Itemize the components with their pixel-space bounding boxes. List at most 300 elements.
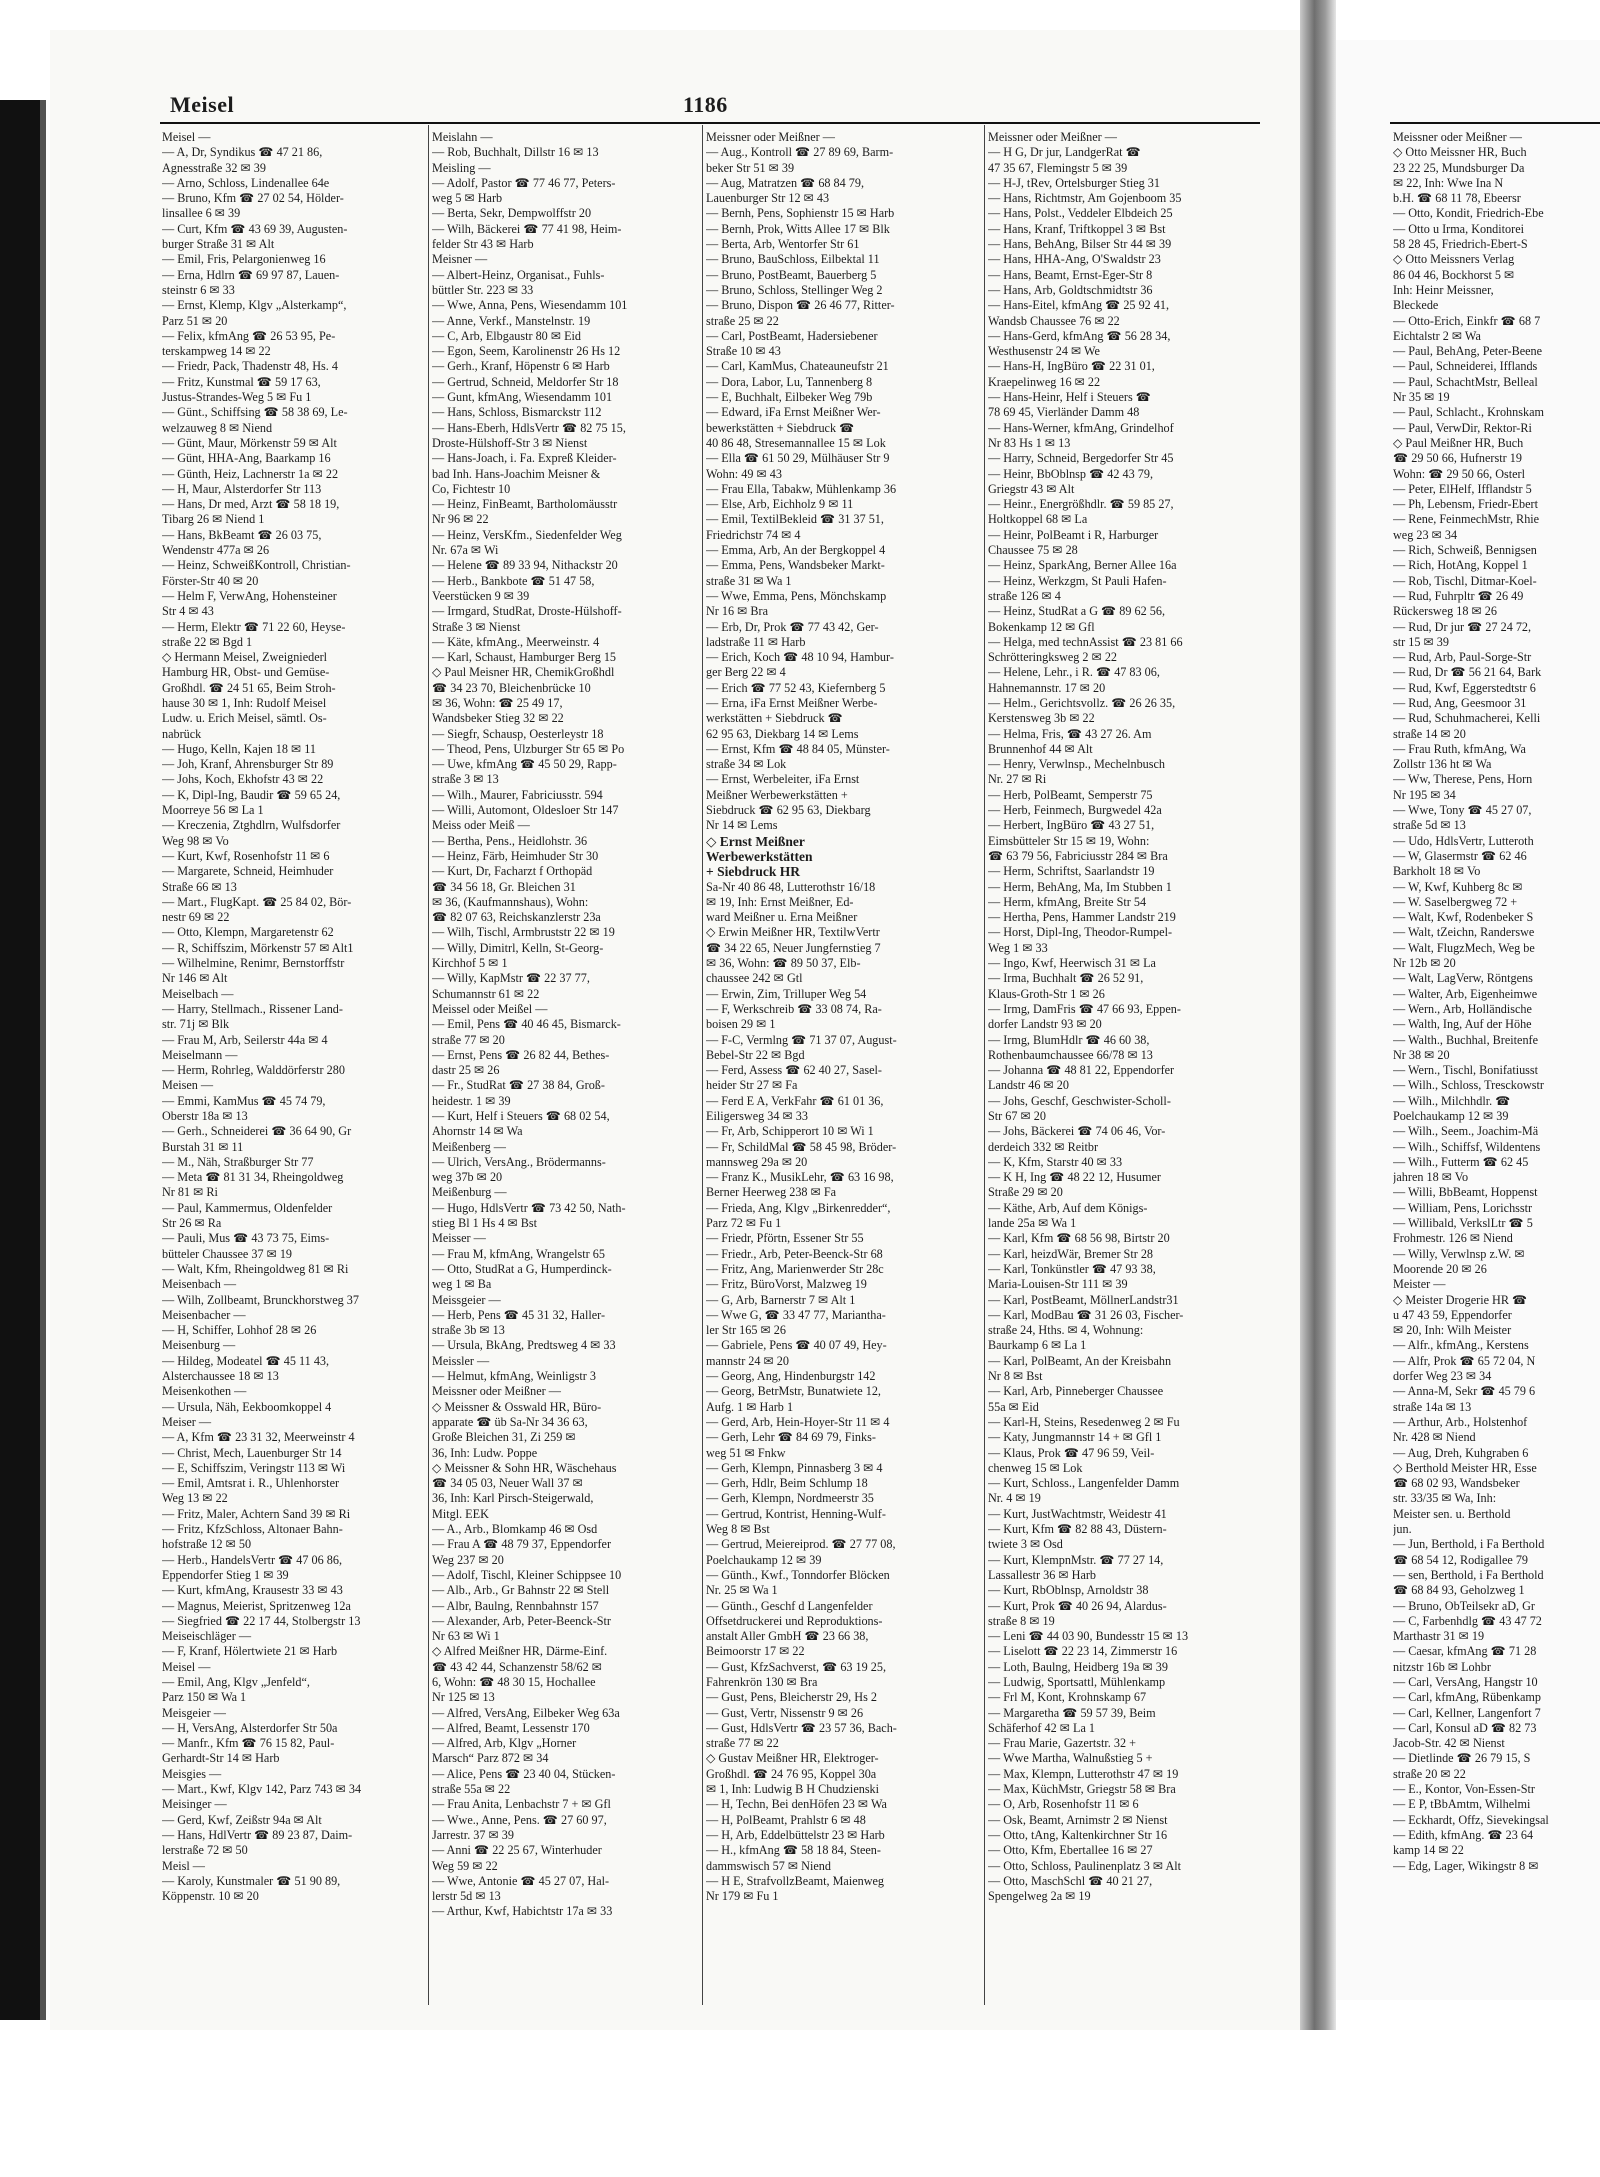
directory-entry-line: — Klaus, Prok ☎ 47 96 59, Veil- xyxy=(988,1445,1155,1460)
directory-entry-line: Nr 35 ✉ 19 xyxy=(1393,390,1450,405)
directory-entry-line: Meisenburg — xyxy=(162,1338,236,1353)
directory-entry-line: — Wilh, Zollbeamt, Brunckhorstweg 37 xyxy=(162,1292,359,1307)
directory-entry-line: — H, Arb, Eddelbüttelstr 23 ✉ Harb xyxy=(706,1827,885,1842)
directory-entry-line: — A, Kfm ☎ 23 31 32, Meerweinstr 4 xyxy=(162,1430,355,1445)
directory-entry-line: ◇ Meister Drogerie HR ☎ xyxy=(1393,1292,1528,1307)
directory-entry-line: Str 26 ✉ Ra xyxy=(162,1216,222,1231)
directory-entry-line: Parz 72 ✉ Fu 1 xyxy=(706,1216,782,1231)
directory-entry-line: — Paul, Kammermus, Oldenfelder xyxy=(162,1200,333,1215)
directory-entry-line: weg 5 ✉ Harb xyxy=(432,191,503,206)
directory-entry-line: — Erna, iFa Ernst Meißner Werbe- xyxy=(706,695,878,710)
running-head: Meisel xyxy=(170,92,235,117)
directory-entry-line: straße 3 ✉ 13 xyxy=(432,772,499,787)
directory-entry-line: nitzstr 16b ✉ Lohbr xyxy=(1393,1659,1491,1674)
directory-entry-line: — Emil, Amtsrat i. R., Uhlenhorster xyxy=(162,1476,340,1491)
directory-entry-line: — Siegfried ☎ 22 17 44, Stolbergstr 13 xyxy=(162,1613,361,1628)
directory-entry-line: 55a ✉ Eid xyxy=(988,1399,1039,1414)
directory-entry-line: Hahnemannstr. 17 ✉ 20 xyxy=(988,680,1106,695)
directory-entry-line: — Gust, KfzSachverst, ☎ 63 19 25, xyxy=(706,1659,887,1674)
directory-entry-line: ◇ Paul Meisner HR, ChemikGroßhdl xyxy=(432,665,615,680)
directory-entry-line: 6, Wohn: ☎ 48 30 15, Hochallee xyxy=(432,1674,596,1689)
directory-entry-line: chaussee 242 ✉ Gtl xyxy=(706,971,803,986)
directory-entry-line: — Helene ☎ 89 33 94, Nithackstr 20 xyxy=(432,558,618,573)
directory-entry-line: Nr. 428 ✉ Niend xyxy=(1393,1430,1476,1445)
directory-entry-line: — Berta, Arb, Wentorfer Str 61 xyxy=(706,237,860,252)
directory-entry-line: Ahornstr 14 ✉ Wa xyxy=(432,1124,523,1139)
directory-entry-line: Meissner oder Meißner — xyxy=(988,130,1117,144)
directory-entry-line: Meisner — xyxy=(432,252,488,267)
directory-entry-line: — Frieda, Ang, Klgv „Birkenredder“, xyxy=(706,1200,891,1215)
directory-entry-line: — Wilh., Milchhdlr. ☎ xyxy=(1393,1093,1511,1108)
page-number: 1186 xyxy=(683,92,728,117)
directory-entry-line: — Jun, Berthold, i Fa Berthold xyxy=(1393,1537,1545,1552)
directory-entry-line: hofstraße 12 ✉ 50 xyxy=(162,1537,252,1552)
directory-entry-line: — Friedr, Pförtn, Essener Str 55 xyxy=(706,1231,864,1246)
directory-entry-line: Burstah 31 ✉ 11 xyxy=(162,1139,244,1154)
directory-entry-line: boisen 29 ✉ 1 xyxy=(706,1017,776,1032)
directory-entry-line: — Wern., Arb, Holländische xyxy=(1393,1001,1532,1016)
directory-entry-line: Alsterchaussee 18 ✉ 13 xyxy=(162,1369,279,1384)
directory-entry-line: — Hans, Richtmstr, Am Gojenboom 35 xyxy=(988,191,1182,206)
directory-entry-line: Meisling — xyxy=(432,160,491,175)
directory-entry-line: Kirchhof 5 ✉ 1 xyxy=(432,956,508,971)
directory-entry-line: ☎ 34 22 65, Neuer Jungfernstieg 7 xyxy=(706,940,881,955)
directory-entry-line: — C, Arb, Elbgaustr 80 ✉ Eid xyxy=(432,328,582,343)
directory-entry-line: — Wwe, Antonie ☎ 45 27 07, Hal- xyxy=(432,1873,610,1888)
directory-entry-line: — Ph, Lebensm, Friedr-Ebert xyxy=(1393,497,1538,512)
directory-entry-line: bewerkstätten + Siebdruck ☎ xyxy=(706,420,855,435)
directory-entry-line: — Fritz, Kunstmal ☎ 59 17 63, xyxy=(162,374,321,389)
directory-entry-line: 23 22 25, Mundsburger Da xyxy=(1393,160,1525,175)
directory-entry-line: dorfer Landstr 93 ✉ 20 xyxy=(988,1017,1102,1032)
directory-entry-line: Wohn: ☎ 29 50 66, Osterl xyxy=(1393,466,1526,481)
directory-entry-line: — Wilh., Schloss, Tresckowstr xyxy=(1393,1078,1544,1093)
directory-entry-line: — Kurt, Kfm ☎ 82 88 43, Düstern- xyxy=(988,1522,1167,1537)
directory-entry-line: Meiselmann — xyxy=(162,1047,238,1062)
directory-entry-line: heidestr. 1 ✉ 39 xyxy=(432,1093,511,1108)
directory-entry-line: — K, Kfm, Starstr 40 ✉ 33 xyxy=(988,1154,1123,1169)
directory-entry-line: Nr 179 ✉ Fu 1 xyxy=(706,1889,779,1904)
directory-entry-line: Nr 8 ✉ Bst xyxy=(988,1369,1043,1384)
directory-entry-line: — G, Arb, Barnerstr 7 ✉ Alt 1 xyxy=(706,1292,856,1307)
directory-entry-line: Straße 66 ✉ 13 xyxy=(162,879,237,894)
directory-entry-line: Meissner oder Meißner — xyxy=(706,130,835,144)
directory-entry-line: 36, Inh: Ludw. Poppe xyxy=(432,1445,538,1460)
directory-entry-line: straße 24, Hths. ✉ 4, Wohnung: xyxy=(988,1323,1144,1338)
directory-entry-line: str. 71j ✉ Blk xyxy=(162,1017,230,1032)
directory-entry-line: — Wilh., Schiffsf, Wildentens xyxy=(1393,1139,1541,1154)
directory-entry-line: Wohn: 49 ✉ 43 xyxy=(706,466,782,481)
directory-entry-line: — Bernh, Pens, Sophienstr 15 ✉ Harb xyxy=(706,206,895,221)
directory-entry-line: — K, Dipl-Ing, Baudir ☎ 59 65 24, xyxy=(162,787,341,802)
directory-entry-line: — Karl-H, Steins, Resedenweg 2 ✉ Fu xyxy=(988,1414,1180,1429)
directory-entry-line: — Herb., HandelsVertr ☎ 47 06 86, xyxy=(162,1552,343,1567)
directory-entry-line: b.H. ☎ 68 11 78, Ebeersr xyxy=(1393,191,1521,206)
directory-entry-line: — Rud, Fuhrpltr ☎ 26 49 xyxy=(1393,588,1524,603)
directory-entry-line: — Willi, BbBeamt, Hoppenst xyxy=(1393,1185,1538,1200)
directory-entry-line: — Harry, Schneid, Bergedorfer Str 45 xyxy=(988,451,1174,466)
directory-entry-line: Rückersweg 18 ✉ 26 xyxy=(1393,604,1497,619)
directory-entry-line: felder Str 43 ✉ Harb xyxy=(432,237,534,252)
directory-entry-line: Nr 195 ✉ 34 xyxy=(1393,787,1456,802)
directory-entry-line: — Udo, HdlsVertr, Lutteroth xyxy=(1393,833,1534,848)
directory-entry-line: — Hans-Eitel, kfmAng ☎ 25 92 41, xyxy=(988,298,1170,313)
directory-entry-line: Meissner oder Meißner — xyxy=(432,1384,561,1399)
directory-entry-line: ◇ Ernst Meißner xyxy=(706,833,805,849)
directory-entry-line: — Kurt, Kwf, Rosenhofstr 11 ✉ 6 xyxy=(162,848,330,863)
directory-entry-line: ✉ 19, Inh: Ernst Meißner, Ed- xyxy=(706,894,854,909)
directory-column-2 xyxy=(432,130,702,2010)
directory-entry-line: — Heinz, Werkzgm, St Pauli Hafen- xyxy=(988,573,1167,588)
directory-entry-line: — Irmgard, StudRat, Droste-Hülshoff- xyxy=(432,604,622,619)
directory-entry-line: Kraepelinweg 16 ✉ 22 xyxy=(988,374,1101,389)
directory-entry-line: — Günt, Maur, Mörkenstr 59 ✉ Alt xyxy=(162,435,337,450)
directory-entry-line: Westhusenstr 24 ✉ We xyxy=(988,344,1100,359)
directory-entry-line: — Karoly, Kunstmaler ☎ 51 90 89, xyxy=(162,1873,341,1888)
directory-entry-line: Mitgl. EEK xyxy=(432,1506,489,1521)
directory-entry-line: — Friedr, Pack, Thadenstr 48, Hs. 4 xyxy=(162,359,338,374)
directory-entry-line: Meiss oder Meiß — xyxy=(432,818,530,833)
directory-entry-line: dorfer Weg 23 ✉ 34 xyxy=(1393,1369,1492,1384)
directory-entry-line: — Albr, Baulng, Rennbahnstr 157 xyxy=(432,1598,599,1613)
directory-entry-line: — Katy, Jungmannstr 14 + ✉ Gfl 1 xyxy=(988,1430,1162,1445)
directory-entry-line: — Ursula, Näh, Eekboomkoppel 4 xyxy=(162,1399,332,1414)
directory-column-1 xyxy=(162,130,432,2010)
directory-entry-line: — Rich, Schweiß, Bennigsen xyxy=(1393,543,1537,558)
directory-entry-line: — Bruno, ObTeilsekr aD, Gr xyxy=(1393,1598,1535,1613)
directory-entry-line: Barkholt 18 ✉ Vo xyxy=(1393,864,1481,879)
directory-entry-line: — Paul, VerwDir, Rektor-Ri xyxy=(1393,420,1532,435)
directory-entry-line: — Erich ☎ 77 52 43, Kiefernberg 5 xyxy=(706,680,886,695)
directory-entry-line: — Paul, BehAng, Peter-Beene xyxy=(1393,344,1543,359)
directory-entry-line: — Siegfr, Schausp, Oesterleystr 18 xyxy=(432,726,604,741)
directory-entry-line: — Hans, BehAng, Bilser Str 44 ✉ 39 xyxy=(988,237,1172,252)
directory-entry-line: — Max, KüchMstr, Griegstr 58 ✉ Bra xyxy=(988,1782,1176,1797)
directory-entry-line: — H-J, tRev, Ortelsburger Stieg 31 xyxy=(988,175,1160,190)
directory-entry-line: — Willy, Dimitrl, Kelln, St-Georg- xyxy=(432,940,604,955)
directory-entry-line: — Emil, TextilBekleid ☎ 31 37 51, xyxy=(706,512,884,527)
directory-entry-line: — Carl, Kellner, Langenfort 7 xyxy=(1393,1705,1541,1720)
directory-entry-line: stieg Bl 1 Hs 4 ✉ Bst xyxy=(432,1216,538,1231)
directory-entry-line: Meisenkothen — xyxy=(162,1384,247,1399)
directory-entry-line: straße 20 ✉ 22 xyxy=(1393,1766,1466,1781)
directory-entry-line: ☎ 43 42 44, Schanzenstr 58/62 ✉ xyxy=(432,1659,602,1674)
directory-entry-line: Nr 96 ✉ 22 xyxy=(432,512,489,527)
directory-entry-line: ✉ 22, Inh: Wwe Ina N xyxy=(1393,175,1504,190)
directory-entry-line: — F-C, Vermlng ☎ 71 37 07, August- xyxy=(706,1032,897,1047)
directory-entry-line: — Erb, Dr, Prok ☎ 77 43 42, Ger- xyxy=(706,619,879,634)
directory-entry-line: straße 31 ✉ Wa 1 xyxy=(706,573,792,588)
directory-entry-line: — Margarete, Schneid, Heimhuder xyxy=(162,864,334,879)
directory-entry-line: — Gertrud, Meiereiprod. ☎ 27 77 08, xyxy=(706,1537,896,1552)
directory-entry-line: Hamburg HR, Obst- und Gemüse- xyxy=(162,665,330,680)
directory-entry-line: Meisenbach — xyxy=(162,1277,237,1292)
directory-entry-line: — Herm, Elektr ☎ 71 22 60, Heyse- xyxy=(162,619,346,634)
directory-entry-line: burger Straße 31 ✉ Alt xyxy=(162,237,275,252)
directory-entry-line: — Wwe G, ☎ 33 47 77, Mariantha- xyxy=(706,1307,886,1322)
directory-entry-line: Nr 81 ✉ Ri xyxy=(162,1185,218,1200)
directory-entry-line: — Heinr, PolBeamt i R, Harburger xyxy=(988,527,1159,542)
directory-entry-line: — C, Farbenhdlg ☎ 43 47 72 xyxy=(1393,1613,1542,1628)
directory-entry-line: Meissner oder Meißner — xyxy=(1393,130,1522,144)
directory-entry-line: — Willy, KapMstr ☎ 22 37 77, xyxy=(432,971,590,986)
directory-entry-line: — Hans, HdlVertr ☎ 89 23 87, Daim- xyxy=(162,1827,353,1842)
directory-entry-line: jahren 18 ✉ Vo xyxy=(1393,1170,1469,1185)
directory-entry-line: — Herm, Rohrleg, Walddörferstr 280 xyxy=(162,1063,345,1078)
directory-entry-line: — H., kfmAng ☎ 58 18 84, Steen- xyxy=(706,1843,881,1858)
directory-entry-line: — K H, Ing ☎ 48 22 12, Husumer xyxy=(988,1170,1161,1185)
directory-entry-line: — Paul, Schneiderei, Ifflands xyxy=(1393,359,1538,374)
directory-entry-line: Chaussee 75 ✉ 28 xyxy=(988,543,1078,558)
directory-entry-line: — Karl, Tonkünstler ☎ 47 93 38, xyxy=(988,1261,1156,1276)
directory-entry-line: Friedrichstr 74 ✉ 4 xyxy=(706,527,801,542)
directory-entry-line: Meissler — xyxy=(432,1353,490,1368)
directory-entry-line: Schumannstr 61 ✉ 22 xyxy=(432,986,540,1001)
directory-entry-line: — Ferd, Assess ☎ 62 40 27, Sasel- xyxy=(706,1063,882,1078)
directory-entry-line: — Frau A ☎ 48 79 37, Eppendorfer xyxy=(432,1537,612,1552)
directory-entry-line: — Rob, Buchhalt, Dillstr 16 ✉ 13 xyxy=(432,145,599,160)
directory-entry-line: — Hans-Heinr, Helf i Steuers ☎ xyxy=(988,390,1151,405)
directory-entry-line: str 15 ✉ 39 xyxy=(1393,634,1449,649)
directory-entry-line: — Willy, Verwlnsp z.W. ✉ xyxy=(1393,1246,1525,1261)
directory-entry-line: Maria-Louisen-Str 111 ✉ 39 xyxy=(988,1277,1128,1292)
directory-entry-line: Parz 150 ✉ Wa 1 xyxy=(162,1690,247,1705)
directory-entry-line: Nr 83 Hs 1 ✉ 13 xyxy=(988,435,1071,450)
directory-entry-line: — Edward, iFa Ernst Meißner Wer- xyxy=(706,405,881,420)
directory-entry-line: weg 1 ✉ Ba xyxy=(432,1277,492,1292)
directory-entry-line: — Wwe Martha, Walnußstieg 5 + xyxy=(988,1751,1153,1766)
directory-entry-line: — Emmi, KamMus ☎ 45 74 79, xyxy=(162,1093,326,1108)
directory-entry-line: — Käthe, Arb, Auf dem Königs- xyxy=(988,1200,1148,1215)
directory-entry-line: — Helene, Lehr., i R. ☎ 47 83 06, xyxy=(988,665,1160,680)
directory-entry-line: — Ernst, Pens ☎ 26 82 44, Bethes- xyxy=(432,1047,610,1062)
directory-entry-line: Weg 8 ✉ Bst xyxy=(706,1522,770,1537)
directory-entry-line: — Walt, Kfm, Rheingoldweg 81 ✉ Ri xyxy=(162,1261,349,1276)
directory-entry-line: — E, Buchhalt, Eilbeker Weg 79b xyxy=(706,390,873,405)
directory-entry-line: Nr 63 ✉ Wi 1 xyxy=(432,1629,500,1644)
directory-entry-line: — Otto, Schloss, Paulinenplatz 3 ✉ Alt xyxy=(988,1858,1182,1873)
directory-entry-line: linsallee 6 ✉ 39 xyxy=(162,206,241,221)
directory-entry-line: — Irma, Buchhalt ☎ 26 52 91, xyxy=(988,971,1144,986)
directory-entry-line: — Wilh., Seem., Joachim-Mä xyxy=(1393,1124,1539,1139)
directory-entry-line: — Willibald, VerkslLtr ☎ 5 xyxy=(1393,1216,1533,1231)
directory-entry-line: Meißner Werbewerkstätten + xyxy=(706,787,848,802)
directory-entry-line: Baurkamp 6 ✉ La 1 xyxy=(988,1338,1087,1353)
directory-entry-line: — Felix, kfmAng ☎ 26 53 95, Pe- xyxy=(162,328,336,343)
directory-entry-line: — Otto u Irma, Konditorei xyxy=(1393,221,1524,236)
directory-entry-line: — W, Glasermstr ☎ 62 46 xyxy=(1393,848,1527,863)
directory-entry-line: bütteler Chaussee 37 ✉ 19 xyxy=(162,1246,293,1261)
directory-entry-line: Offsetdruckerei und Reproduktions- xyxy=(706,1613,883,1628)
directory-entry-line: str. 33/35 ✉ Wa, Inh: xyxy=(1393,1491,1497,1506)
directory-entry-line: — Wwe, Anna, Pens, Wiesendamm 101 xyxy=(432,298,628,313)
directory-entry-line: — Johs, Koch, Ekhofstr 43 ✉ 22 xyxy=(162,772,324,787)
directory-entry-line: Jacob-Str. 42 ✉ Nienst xyxy=(1393,1736,1505,1751)
directory-entry-line: Meislahn — xyxy=(432,130,493,144)
directory-entry-line: — Gerd, Arb, Hein-Hoyer-Str 11 ✉ 4 xyxy=(706,1414,890,1429)
directory-entry-line: ☎ 29 50 66, Hufnerstr 19 xyxy=(1393,451,1522,466)
directory-entry-line: Marthastr 31 ✉ 19 xyxy=(1393,1629,1485,1644)
directory-entry-line: + Siebdruck HR xyxy=(706,864,800,880)
directory-entry-line: — Heinz, VersKfm., Siedenfelder Weg xyxy=(432,527,622,542)
directory-entry-line: — Helga, med technAssist ☎ 23 81 66 xyxy=(988,634,1183,649)
directory-entry-line: ◇ Berthold Meister HR, Esse xyxy=(1393,1460,1537,1475)
directory-entry-line: ☎ 68 54 12, Rodigallee 79 xyxy=(1393,1552,1529,1567)
directory-entry-line: Wandsbeker Stieg 32 ✉ 22 xyxy=(432,711,564,726)
directory-entry-line: — Kurt, Prok ☎ 40 26 94, Alardus- xyxy=(988,1598,1167,1613)
directory-entry-line: — W, Kwf, Kuhberg 8c ✉ xyxy=(1393,879,1523,894)
directory-entry-line: mannsweg 29a ✉ 20 xyxy=(706,1154,808,1169)
directory-entry-line: — Hans-Gerd, kfmAng ☎ 56 28 34, xyxy=(988,328,1171,343)
directory-entry-line: — H E, StrafvollzBeamt, Maienweg xyxy=(706,1873,885,1888)
directory-entry-line: Meißenburg — xyxy=(432,1185,507,1200)
directory-entry-line: Moorende 20 ✉ 26 xyxy=(1393,1261,1487,1276)
directory-entry-line: — Johanna ☎ 48 81 22, Eppendorfer xyxy=(988,1063,1175,1078)
directory-entry-line: weg 51 ✉ Fnkw xyxy=(706,1445,786,1460)
directory-entry-line: Poelchaukamp 12 ✉ 39 xyxy=(706,1552,822,1567)
directory-entry-line: — Carl, Konsul aD ☎ 82 73 xyxy=(1393,1720,1537,1735)
directory-entry-line: weg 37b ✉ 20 xyxy=(432,1170,503,1185)
directory-entry-line: — Otto, MaschSchl ☎ 40 21 27, xyxy=(988,1873,1153,1888)
directory-entry-line: Eimsbütteler Str 15 ✉ 19, Wohn: xyxy=(988,833,1150,848)
directory-entry-line: — Friedr., Arb, Peter-Beenck-Str 68 xyxy=(706,1246,883,1261)
directory-entry-line: — William, Pens, Lorichsstr xyxy=(1393,1200,1533,1215)
directory-entry-line: — Loth, Baulng, Heidberg 19a ✉ 39 xyxy=(988,1659,1168,1674)
next-page-header-rule xyxy=(1390,122,1600,124)
directory-entry-line: — Carl, PostBeamt, Hadersiebener xyxy=(706,328,878,343)
directory-entry-line: — Wwe., Anne, Pens. ☎ 27 60 97, xyxy=(432,1812,607,1827)
directory-entry-line: chenweg 15 ✉ Lok xyxy=(988,1460,1083,1475)
directory-entry-line: — Gerh, Lehr ☎ 84 69 79, Finks- xyxy=(706,1430,876,1445)
directory-entry-line: — Bruno, PostBeamt, Bauerberg 5 xyxy=(706,267,877,282)
directory-entry-line: ger Berg 22 ✉ 4 xyxy=(706,665,786,680)
directory-entry-line: — Georg, Ang, Hindenburgstr 142 xyxy=(706,1369,876,1384)
directory-entry-line: — Johs, Geschf, Geschwister-Scholl- xyxy=(988,1093,1171,1108)
scan-background xyxy=(0,2030,1600,2177)
directory-entry-line: Nr 16 ✉ Bra xyxy=(706,604,768,619)
column-divider xyxy=(984,125,985,2005)
directory-entry-line: — Rene, FeinmechMstr, Rhie xyxy=(1393,512,1540,527)
directory-entry-line: — Alfr, Prok ☎ 65 72 04, N xyxy=(1393,1353,1536,1368)
directory-entry-line: — A, Dr, Syndikus ☎ 47 21 86, xyxy=(162,145,323,160)
directory-entry-line: — Gerh, Klempn, Nordmeerstr 35 xyxy=(706,1491,874,1506)
directory-entry-line: — Ernst, Werbeleiter, iFa Ernst xyxy=(706,772,860,787)
directory-entry-line: ◇ Gustav Meißner HR, Elektroger- xyxy=(706,1751,879,1766)
directory-entry-line: Str 67 ✉ 20 xyxy=(988,1109,1046,1123)
directory-entry-line: — Wilhelmine, Renimr, Bernstorffstr xyxy=(162,956,345,971)
directory-entry-line: Werbewerkstätten xyxy=(706,848,813,864)
directory-entry-line: — Rud, Schuhmacherei, Kelli xyxy=(1393,711,1541,726)
directory-entry-line: Bleckede xyxy=(1393,298,1439,313)
directory-entry-line: — Heinz, SparkAng, Berner Allee 16a xyxy=(988,558,1177,573)
directory-entry-line: Sa-Nr 40 86 48, Lutterothstr 16/18 xyxy=(706,879,876,894)
directory-entry-line: — Georg, BetrMstr, Bunatwiete 12, xyxy=(706,1384,881,1399)
directory-entry-line: — Bruno, Dispon ☎ 26 46 77, Ritter- xyxy=(706,298,895,313)
directory-entry-line: — Kreczenia, Ztghdlrn, Wulfsdorfer xyxy=(162,818,341,833)
directory-entry-line: Weg 1 ✉ 33 xyxy=(988,940,1048,955)
directory-entry-line: straße 77 ✉ 22 xyxy=(706,1736,779,1751)
directory-entry-line: Nr 125 ✉ 13 xyxy=(432,1690,495,1705)
directory-entry-line: ward Meißner u. Erna Meißner xyxy=(706,910,858,925)
directory-entry-line: Rothenbaumchaussee 66/78 ✉ 13 xyxy=(988,1047,1153,1062)
directory-entry-line: — Herb, Pens ☎ 45 31 32, Haller- xyxy=(432,1307,606,1322)
directory-entry-line: 40 86 48, Stresemannallee 15 ✉ Lok xyxy=(706,435,886,450)
directory-entry-line: — Hans, Arb, Goldtschmidtstr 36 xyxy=(988,282,1153,297)
directory-entry-line: — Walt, FlugzMech, Weg be xyxy=(1393,940,1535,955)
directory-entry-line: Meißenberg — xyxy=(432,1139,506,1154)
directory-entry-line: Bebel-Str 22 ✉ Bgd xyxy=(706,1047,805,1062)
directory-entry-line: Förster-Str 40 ✉ 20 xyxy=(162,573,259,588)
directory-entry-line: — Carl, KamMus, Chateauneufstr 21 xyxy=(706,359,889,374)
directory-entry-line: — Gust, HdlsVertr ☎ 23 57 36, Bach- xyxy=(706,1720,897,1735)
directory-entry-line: — Hans-Joach, i. Fa. Expreß Kleider- xyxy=(432,451,617,466)
directory-entry-line: — Alfr., kfmAng., Kerstens xyxy=(1393,1338,1529,1353)
directory-column-3 xyxy=(706,130,976,2010)
directory-entry-line: — Manfr., Kfm ☎ 76 15 82, Paul- xyxy=(162,1736,335,1751)
directory-entry-line: — Karl, Arb, Pinneberger Chaussee xyxy=(988,1384,1164,1399)
directory-entry-line: — Joh, Kranf, Ahrensburger Str 89 xyxy=(162,757,334,772)
directory-entry-line: Lassallestr 36 ✉ Harb xyxy=(988,1567,1097,1582)
directory-entry-line: Siebdruck ☎ 62 95 63, Diekbarg xyxy=(706,803,871,818)
directory-entry-line: lerstraße 72 ✉ 50 xyxy=(162,1843,248,1858)
directory-entry-line: ◇ Otto Meissner HR, Buch xyxy=(1393,145,1527,160)
directory-entry-line: Straße 10 ✉ 43 xyxy=(706,344,781,359)
directory-entry-line: steinstr 6 ✉ 33 xyxy=(162,282,235,297)
directory-entry-line: Moorreye 56 ✉ La 1 xyxy=(162,803,264,818)
directory-entry-line: — Franz K., MusikLehr, ☎ 63 16 98, xyxy=(706,1170,894,1185)
directory-entry-line: Poelchaukamp 12 ✉ 39 xyxy=(1393,1109,1509,1123)
directory-entry-line: — H, Maur, Alsterdorfer Str 113 xyxy=(162,481,322,496)
directory-entry-line: — Hans, Dr med, Arzt ☎ 58 18 19, xyxy=(162,497,340,512)
directory-entry-line: ◇ Erwin Meißner HR, TextilwVertr xyxy=(706,925,880,940)
directory-entry-line: — Arthur, Arb., Holstenhof xyxy=(1393,1414,1528,1429)
directory-entry-line: — R, Schiffszim, Mörkenstr 57 ✉ Alt1 xyxy=(162,940,354,955)
directory-entry-line: — Emma, Pens, Wandsbeker Markt- xyxy=(706,558,885,573)
directory-entry-line: — Emil, Ang, Klgv „Jenfeld“, xyxy=(162,1674,310,1689)
directory-entry-line: terskampweg 14 ✉ 22 xyxy=(162,344,271,359)
directory-entry-line: — Henry, Verwlnsp., Mechelnbusch xyxy=(988,757,1166,772)
directory-entry-line: — Frau M, kfmAng, Wrangelstr 65 xyxy=(432,1246,605,1261)
directory-entry-line: — Günth., Geschf d Langenfelder xyxy=(706,1598,873,1613)
directory-entry-line: — Helm., Gerichtsvollz. ☎ 26 26 35, xyxy=(988,695,1176,710)
directory-entry-line: — Alb., Arb., Gr Bahnstr 22 ✉ Stell xyxy=(432,1583,610,1598)
directory-entry-line: — Gunt, kfmAng, Wiesendamm 101 xyxy=(432,390,613,405)
directory-entry-line: 36, Inh: Karl Pirsch-Steigerwald, xyxy=(432,1491,594,1506)
directory-entry-line: Wendenstr 477a ✉ 26 xyxy=(162,543,270,558)
directory-entry-line: Meisenbacher — xyxy=(162,1307,246,1322)
directory-entry-line: Nr 12b ✉ 20 xyxy=(1393,956,1456,971)
directory-entry-line: — Rich, HotAng, Koppel 1 xyxy=(1393,558,1528,573)
directory-entry-line: — Bertha, Pens., Heidlohstr. 36 xyxy=(432,833,588,848)
directory-entry-line: straße 22 ✉ Bgd 1 xyxy=(162,634,253,649)
directory-entry-line: — Bruno, Schloss, Stellinger Weg 2 xyxy=(706,282,883,297)
directory-entry-line: — Frau Ella, Tabakw, Mühlenkamp 36 xyxy=(706,481,897,496)
directory-entry-line: — Hans, Polst., Veddeler Elbdeich 25 xyxy=(988,206,1173,221)
directory-entry-line: — Walth., Buchhal, Breitenfe xyxy=(1393,1032,1539,1047)
directory-entry-line: — Gertrud, Kontrist, Henning-Wulf- xyxy=(706,1506,886,1521)
directory-entry-line: — Wern., Tischl, Bonifatiusst xyxy=(1393,1063,1539,1078)
directory-entry-line: — Herm, BehAng, Ma, Im Stubben 1 xyxy=(988,879,1172,894)
directory-entry-line: — Herm, kfmAng, Breite Str 54 xyxy=(988,894,1147,909)
directory-entry-line: Meisgies — xyxy=(162,1766,222,1781)
directory-entry-line: — Arno, Schloss, Lindenallee 64e xyxy=(162,175,330,190)
directory-entry-line: — Kurt, Dr, Facharzt f Orthopäd xyxy=(432,864,593,879)
directory-entry-line: — Berta, Sekr, Dempwolffstr 20 xyxy=(432,206,592,221)
directory-entry-line: — Kurt, RbOblnsp, Arnoldstr 38 xyxy=(988,1583,1149,1598)
directory-entry-line: Meiser — xyxy=(162,1414,212,1429)
directory-entry-line: — Herb, Feinmech, Burgwedel 42a xyxy=(988,803,1162,818)
directory-entry-line: lerstr 5d ✉ 13 xyxy=(432,1889,501,1904)
